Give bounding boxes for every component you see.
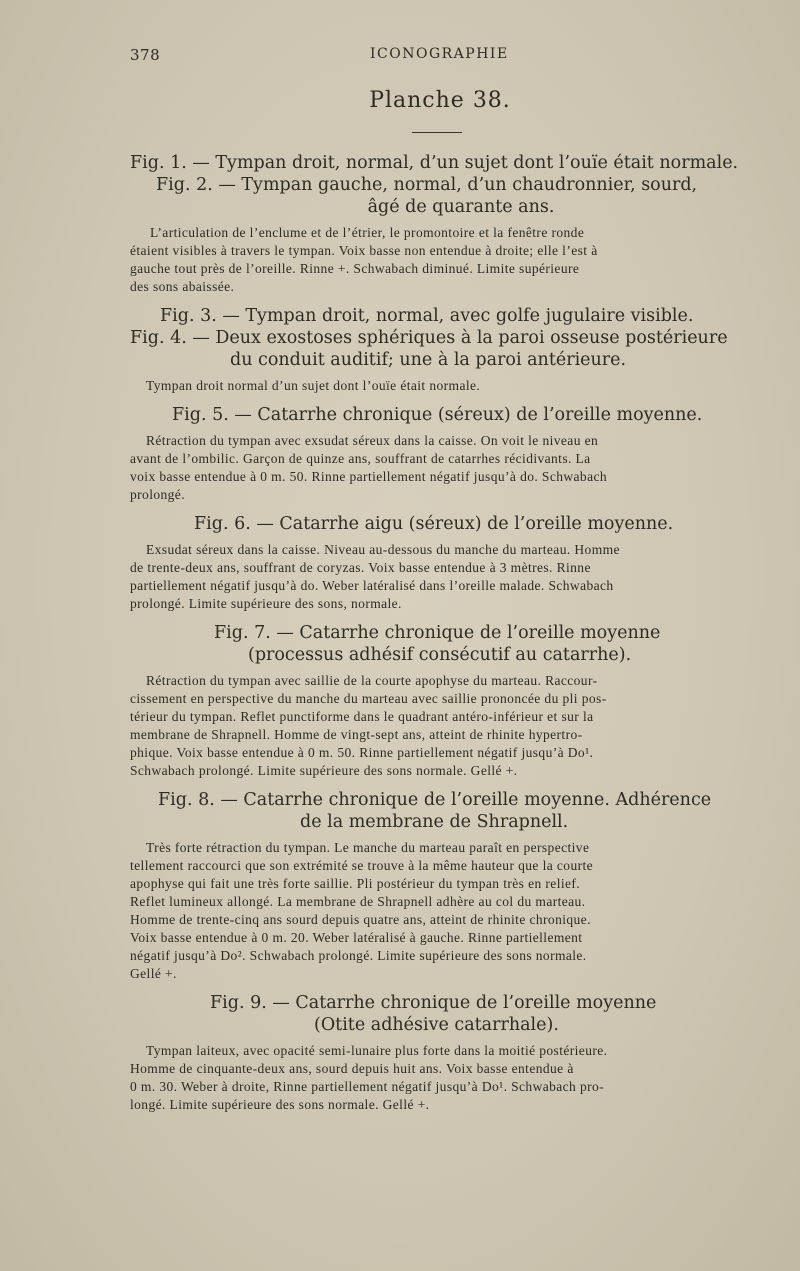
fig-4-description: Tympan droit normal d’un sujet dont l’ouïe était normale. [146, 378, 481, 393]
page-content [130, 152, 752, 1114]
fig-8-description: Très forte rétraction du tympan. Le manche du marteau paraît en perspective tellement raccourci que son extrémité se trouve à la même hauteur que la courte apophyse qui fait une très forte saillie. Pli postérieur du tympan très en relief. Reflet lumineux allongé. La membrane de Shrapnell adhère au col du marteau. Homme de trente-cinq ans sourd depuis quatre ans, atteint de rhinite chronique. Voix basse entendue à 0 m. 20. Weber latéralisé à gauche. Rinne partiellement négatif jusqu’à Do². Schwabach prolongé. Limite supérieure des sons normale. Gellé +. [130, 840, 594, 981]
fig-7-caption: Fig. 7. — Catarrhe chronique de l’oreille moyenne (processus adhésif consécutif au catarrhe). [214, 623, 661, 665]
fig-6-caption: Fig. 6. — Catarrhe aigu (séreux) de l’oreille moyenne. [194, 514, 674, 534]
page-number: 378 [130, 46, 161, 64]
fig-2-description: L’articulation de l’enclume et de l’étrier, le promontoire et la fenêtre ronde étaient visibles à travers le tympan. Voix basse non entendue à droite; elle l’est à gauche tout près de l’oreille. Rinne +. Schwabach diminué. Limite supérieure des sons abaissée. [130, 225, 598, 294]
fig-6-description: Exsudat séreux dans la caisse. Niveau au-dessous du manche du marteau. Homme de trente-deux ans, souffrant de coryzas. Voix basse entendue à 3 mètres. Rinne partiellement négatif jusqu’à do. Weber latéralisé dans l’oreille malade. Schwabach prolongé. Limite supérieure des sons, normale. [130, 542, 620, 611]
fig-2-caption: Fig. 2. — Tympan gauche, normal, d’un chaudronnier, sourd, âgé de quarante ans. [156, 175, 698, 217]
fig-8-caption: Fig. 8. — Catarrhe chronique de l’oreille moyenne. Adhérence de la membrane de Shrapnell. [158, 790, 712, 832]
plate-title: Planche 38. [369, 88, 511, 113]
fig-9-caption: Fig. 9. — Catarrhe chronique de l’oreille moyenne (Otite adhésive catarrhale). [210, 993, 657, 1035]
fig-4-caption: Fig. 4. — Deux exostoses sphériques à la paroi osseuse postérieure du conduit auditif; une à la paroi antérieure. [130, 328, 728, 370]
fig-5-description: Rétraction du tympan avec exsudat séreux dans la caisse. On voit le niveau en avant de l’ombilic. Garçon de quinze ans, souffrant de catarrhes récidivants. La voix basse entendue à 0 m. 50. Rinne partiellement négatif jusqu’à do. Schwabach prolongé. [130, 433, 607, 502]
page-header [130, 46, 750, 68]
fig-3-caption: Fig. 3. — Tympan droit, normal, avec golfe jugulaire visible. [160, 306, 694, 326]
fig-5-caption: Fig. 5. — Catarrhe chronique (séreux) de l’oreille moyenne. [172, 405, 703, 425]
fig-7-description: Rétraction du tympan avec saillie de la courte apophyse du marteau. Raccour- cissement en perspective du manche du marteau avec saillie prononcée du pli pos- térieur du tympan. Reflet punctiforme dans le quadrant antéro-inférieur et sur la membrane de Shrapnell. Homme de vingt-sept ans, atteint de rhinite hypertro- phique. Voix basse entendue à 0 m. 50. Rinne partiellement négatif jusqu’à Do¹. Schwabach prolongé. Limite supérieure des sons normale. Gellé +. [130, 673, 607, 778]
title-rule [412, 132, 462, 133]
fig-9-description: Tympan laiteux, avec opacité semi-lunaire plus forte dans la moitié postérieure. Homme de cinquante-deux ans, sourd depuis huit ans. Voix basse entendue à 0 m. 30. Weber à droite, Rinne partiellement négatif jusqu’à Do¹. Schwabach pro- longé. Limite supérieure des sons normale. Gellé +. [130, 1043, 608, 1112]
running-head: ICONOGRAPHIE [370, 46, 509, 62]
fig-1-caption: Fig. 1. — Tympan droit, normal, d’un sujet dont l’ouïe était normale. [130, 153, 739, 173]
